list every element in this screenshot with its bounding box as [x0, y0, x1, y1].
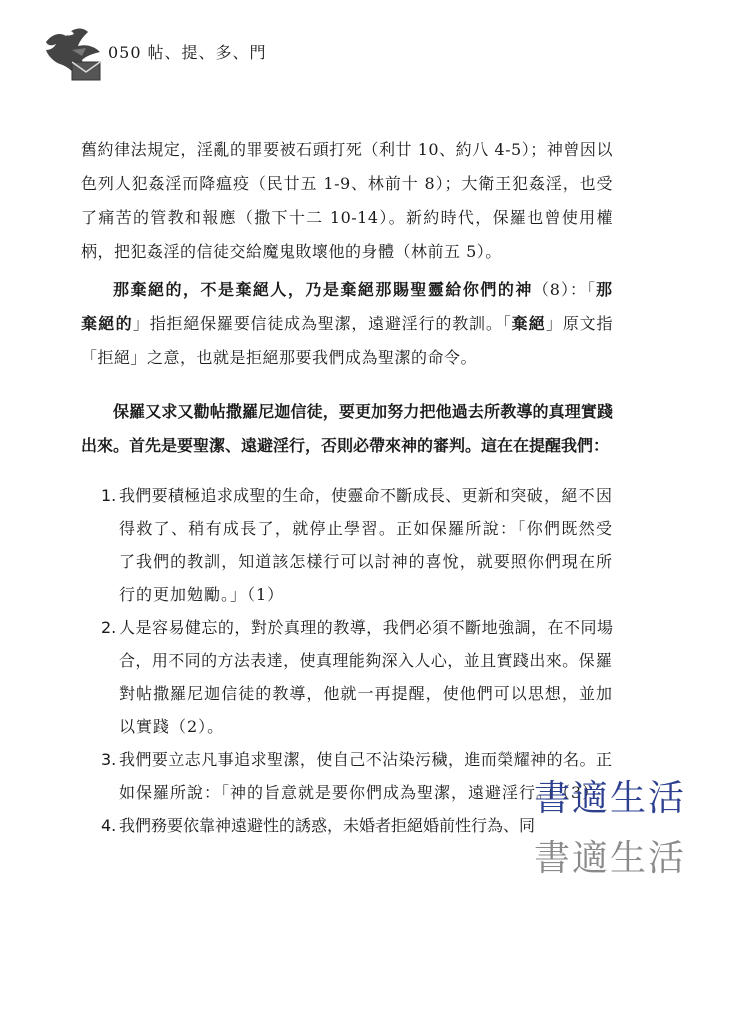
verse-quote: 那棄絕的，不是棄絕人，乃是棄絕那賜聖靈給你們的神	[113, 280, 533, 299]
page-heading	[108, 40, 267, 63]
chapter-title: 帖、提、多、門	[147, 43, 267, 62]
list-item	[81, 479, 613, 611]
explain-text-2: 」原文指「拒絕」之意，也就是拒絕那要我們成為聖潔的命令。	[81, 314, 613, 367]
list-item-lead: 我們要積極追求成聖的生命，使靈命不斷成長、更新和突	[119, 486, 527, 505]
list-item-rest: 正如保羅所說：「神的旨意就是要你們成為聖潔，遠避淫行。」（3）	[119, 750, 613, 802]
explain-text-1: 」指拒絕保羅要信徒成為聖潔，遠避淫行的教訓。「	[132, 314, 512, 333]
list-item-lead: 人是容易健忘的，對於真理的教導，我們必須不斷地強調，在不同場合，用不同的方法表達，使真理能夠深入人心，並且實踐出來。	[119, 618, 613, 670]
page-number: 050	[108, 43, 142, 62]
list-item-number: 3.	[101, 750, 117, 769]
paragraph-law: 舊約律法規定，淫亂的罪要被石頭打死（利廿 10、約八 4-5）；神曾因以色列人犯姦淫而降瘟疫（民廿五 1-9、林前十 8）；大衛王犯姦淫，也受了痛苦的管教和報應（撒下十二 10-14）。新約時代，保羅也曾使用權柄，把犯姦淫的信徒交給魔鬼敗壞他的身體（林前五 5）。	[81, 140, 613, 261]
dove-with-envelope-icon	[42, 24, 110, 86]
list-item-rest: 破，絕不因得救了、稍有成長了，就停止學習。正如保羅所說：「你們既然受了我們的教訓，知道該怎樣行可以討神的喜悅，就要照你們現在所行的更加勉勵。」（1）	[119, 486, 613, 604]
page-body	[81, 133, 613, 842]
paragraph-intro: 保羅又求又勸帖撒羅尼迦信徒，要更加努力把他過去所教導的真理實踐出來。首先是要聖潔、遠避淫行，否則必帶來神的審判。這在在提醒我們：	[81, 402, 613, 455]
list-item-number: 2.	[101, 618, 117, 637]
watermark-primary: 書適生活	[534, 778, 687, 819]
page-header	[42, 24, 642, 88]
list-item-lead: 我們務要依靠神遠避性的誘惑，未婚者拒絕婚前性行為、同	[119, 816, 536, 835]
explain-term-rejecter: 那棄絕的	[81, 280, 613, 333]
explain-open-quote: 「	[586, 280, 596, 299]
list-item-number: 1.	[101, 486, 117, 505]
list-item-lead: 我們要立志凡事追求聖潔，使自己不沾染污穢，進而榮耀神的名。	[119, 750, 596, 769]
watermark-secondary: 書適生活	[534, 838, 687, 879]
list-item-number: 4.	[101, 816, 117, 835]
paragraph-verse	[81, 273, 613, 375]
verse-reference: （8）：	[532, 280, 587, 299]
explain-term-reject: 棄絕	[511, 314, 547, 333]
list-item-rest: 保羅對帖撒羅尼迦信徒的教導，他就一再提醒，使他們可以思想，並加以實踐（2）。	[119, 651, 613, 736]
list-item	[81, 611, 613, 743]
